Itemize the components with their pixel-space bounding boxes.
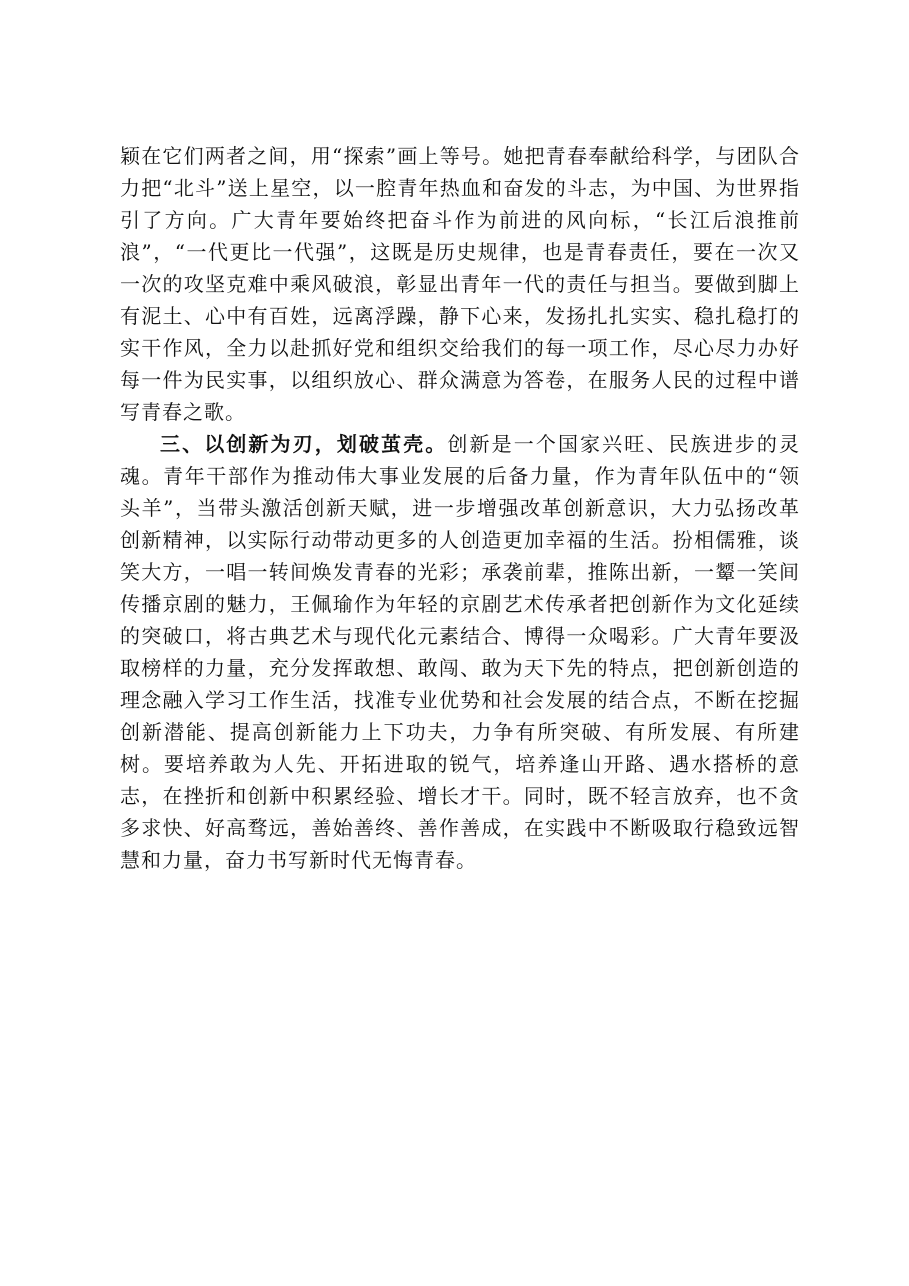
paragraph-continuation (120, 140, 800, 428)
paragraph-text: 创新是一个国家兴旺、民族进步的灵魂。青年干部作为推动伟大事业发展的后备力量，作为青年队伍中的“领头羊”，当带头激活创新天赋，进一步增强改革创新意识，大力弘扬改革创新精神，以实际行动带动更多的人创造更加幸福的生活。扮相儒雅，谈笑大方，一唱一转间焕发青春的光彩；承袭前辈，推陈出新，一颦一笑间传播京剧的魅力，王佩瑜作为年轻的京剧艺术传承者把创新作为文化延续的突破口，将古典艺术与现代化元素结合、博得一众喝彩。广大青年要汲取榜样的力量，充分发挥敢想、敢闯、敢为天下先的特点，把创新创造的理念融入学习工作生活，找准专业优势和社会发展的结合点，不断在挖掘创新潜能、提高创新能力上下功夫，力争有所突破、有所发展、有所建树。要培养敢为人先、开拓进取的锐气，培养逢山开路、遇水搭桥的意志，在挫折和创新中积累经验、增长才干。同时，既不轻言放弃，也不贪多求快、好高骛远，善始善终、善作善成，在实践中不断吸取行稳致远智慧和力量，奋力书写新时代无悔青春。 (120, 432, 801, 872)
document-page (120, 140, 800, 876)
paragraph-section-three (120, 428, 800, 876)
paragraph-text: 颖在它们两者之间，用“探索”画上等号。她把青春奉献给科学，与团队合力把“北斗”送上星空，以一腔青年热血和奋发的斗志，为中国、为世界指引了方向。广大青年要始终把奋斗作为前进的风向标，“长江后浪推前浪”，“一代更比一代强”，这既是历史规律，也是青春责任，要在一次又一次的攻坚克难中乘风破浪，彰显出青年一代的责任与担当。要做到脚上有泥土、心中有百姓，远离浮躁，静下心来，发扬扎扎实实、稳扎稳打的实干作风，全力以赴抓好党和组织交给我们的每一项工作，尽心尽力办好每一件为民实事，以组织放心、群众满意为答卷，在服务人民的过程中谱写青春之歌。 (120, 144, 800, 424)
section-heading: 三、以创新为刃，划破茧壳。 (160, 432, 448, 456)
